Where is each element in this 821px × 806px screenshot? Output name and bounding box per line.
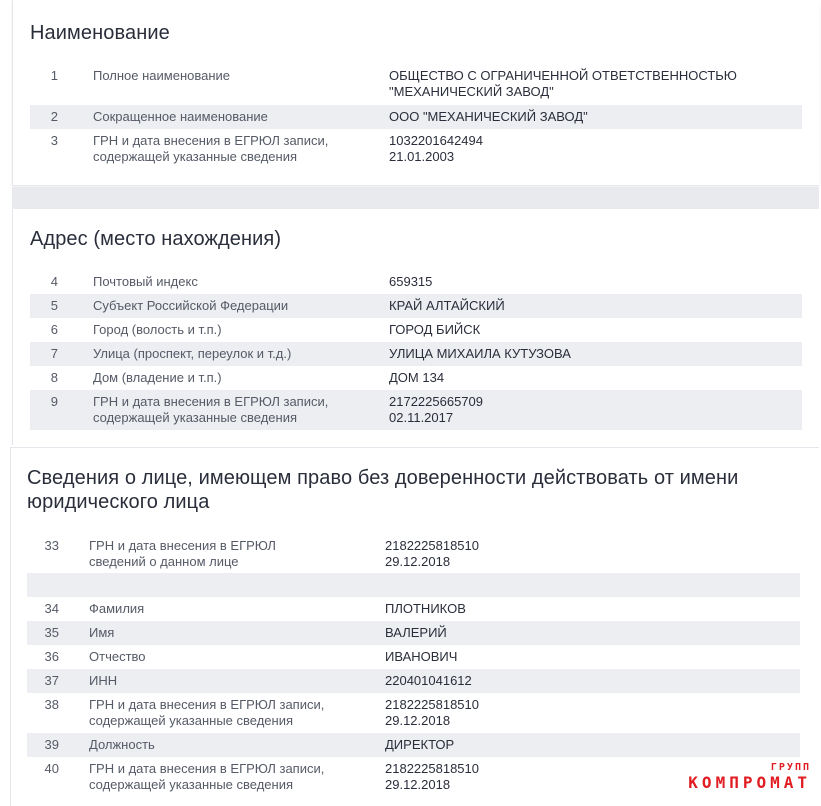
row-number: 3 (50, 133, 58, 148)
row-label: Отчество (89, 649, 146, 664)
section-divider (12, 187, 819, 209)
row-number: 36 (44, 649, 59, 664)
row-value: ИВАНОВИЧ (385, 649, 458, 664)
row-number: 4 (50, 274, 58, 289)
row-number: 39 (44, 737, 59, 752)
row-value: ВАЛЕРИЙ (385, 625, 447, 640)
row-label: сведений о данном лице (89, 554, 239, 569)
row-value: КРАЙ АЛТАЙСКИЙ (389, 298, 505, 313)
table-row (30, 270, 802, 294)
table-row (27, 534, 800, 574)
table-row (30, 105, 802, 129)
row-number: 8 (50, 370, 58, 385)
table-row (30, 366, 802, 390)
table-row (27, 645, 800, 669)
row-value: ПЛОТНИКОВ (385, 601, 466, 616)
row-value: 29.12.2018 (385, 554, 451, 569)
row-label: Улица (проспект, переулок и т.д.) (93, 346, 292, 361)
row-number: 7 (50, 346, 58, 361)
row-number: 37 (44, 673, 59, 688)
table-row (30, 129, 802, 169)
row-label: Почтовый индекс (93, 274, 198, 289)
row-value: УЛИЦА МИХАИЛА КУТУЗОВА (389, 346, 571, 361)
table-row (30, 294, 802, 318)
section-title-line-1: Сведения о лице, имеющем право без доверенности действовать от имени (27, 467, 739, 489)
table-row (27, 669, 800, 693)
row-label: ГРН и дата внесения в ЕГРЮЛ записи, (93, 394, 329, 409)
section-title: Адрес (место нахождения) (30, 228, 282, 250)
row-label: Субъект Российской Федерации (93, 298, 289, 313)
watermark-logo (688, 762, 811, 792)
row-value: 2182225818510 (385, 538, 479, 553)
table-row (30, 342, 802, 366)
row-label: ГРН и дата внесения в ЕГРЮЛ записи, (89, 697, 325, 712)
row-label: Имя (89, 625, 115, 640)
table-row (30, 318, 802, 342)
row-label: содержащей указанные сведения (89, 777, 294, 792)
row-value: "МЕХАНИЧЕСКИЙ ЗАВОД" (389, 84, 554, 99)
section-naimenovanie (12, 0, 819, 186)
table-row (27, 757, 800, 797)
row-number: 34 (44, 601, 59, 616)
section-title: Наименование (30, 22, 170, 44)
row-label: Город (волость и т.п.) (93, 322, 222, 337)
row-value: ДОМ 134 (389, 370, 445, 385)
row-number: 40 (44, 761, 59, 776)
row-value: 659315 (389, 274, 433, 289)
row-label: Должность (89, 737, 155, 752)
row-label: Сокращенное наименование (93, 109, 268, 124)
row-label: ГРН и дата внесения в ЕГРЮЛ записи, (93, 133, 329, 148)
table-row (27, 621, 800, 645)
row-number: 1 (50, 68, 58, 83)
section-adres (12, 209, 819, 445)
row-number: 38 (44, 697, 59, 712)
watermark-main-text: КОМПРОМАТ (688, 773, 811, 792)
row-value: ООО "МЕХАНИЧЕСКИЙ ЗАВОД" (389, 109, 588, 124)
row-label: Полное наименование (93, 68, 231, 83)
row-value: 220401041612 (385, 673, 472, 688)
row-label: Фамилия (89, 601, 145, 616)
row-label: ГРН и дата внесения в ЕГРЮЛ (89, 538, 276, 553)
row-value: ГОРОД БИЙСК (389, 322, 481, 337)
table-row (27, 597, 800, 621)
row-value: 02.11.2017 (389, 410, 454, 425)
section-title-line-2: юридического лица (27, 491, 210, 513)
table-row (30, 64, 802, 104)
row-label: содержащей указанные сведения (93, 149, 298, 164)
row-label: ИНН (89, 673, 118, 688)
row-value: 21.01.2003 (389, 149, 455, 164)
row-value: 29.12.2018 (385, 777, 451, 792)
row-value: 1032201642494 (389, 133, 483, 148)
row-label: содержащей указанные сведения (89, 713, 294, 728)
row-value: 2182225818510 (385, 697, 479, 712)
row-value: ОБЩЕСТВО С ОГРАНИЧЕННОЙ ОТВЕТСТВЕННОСТЬЮ (389, 68, 737, 83)
row-label: Дом (владение и т.п.) (93, 370, 222, 385)
table-row (27, 693, 800, 733)
row-value: 2182225818510 (385, 761, 479, 776)
watermark-small-text: ГРУПП (770, 762, 811, 773)
row-value: 29.12.2018 (385, 713, 451, 728)
table-row (27, 733, 800, 757)
row-value: 2172225665709 (389, 394, 483, 409)
row-value: ДИРЕКТОР (385, 737, 455, 752)
row-number: 5 (50, 298, 58, 313)
row-number: 6 (50, 322, 58, 337)
table-row (27, 573, 800, 597)
row-label: ГРН и дата внесения в ЕГРЮЛ записи, (89, 761, 325, 776)
row-number: 35 (44, 625, 59, 640)
section-rukovoditel (10, 447, 819, 806)
row-number: 9 (50, 394, 58, 409)
table-row (30, 390, 802, 430)
row-number: 2 (50, 109, 58, 124)
row-label: содержащей указанные сведения (93, 410, 298, 425)
row-number: 33 (44, 538, 59, 553)
